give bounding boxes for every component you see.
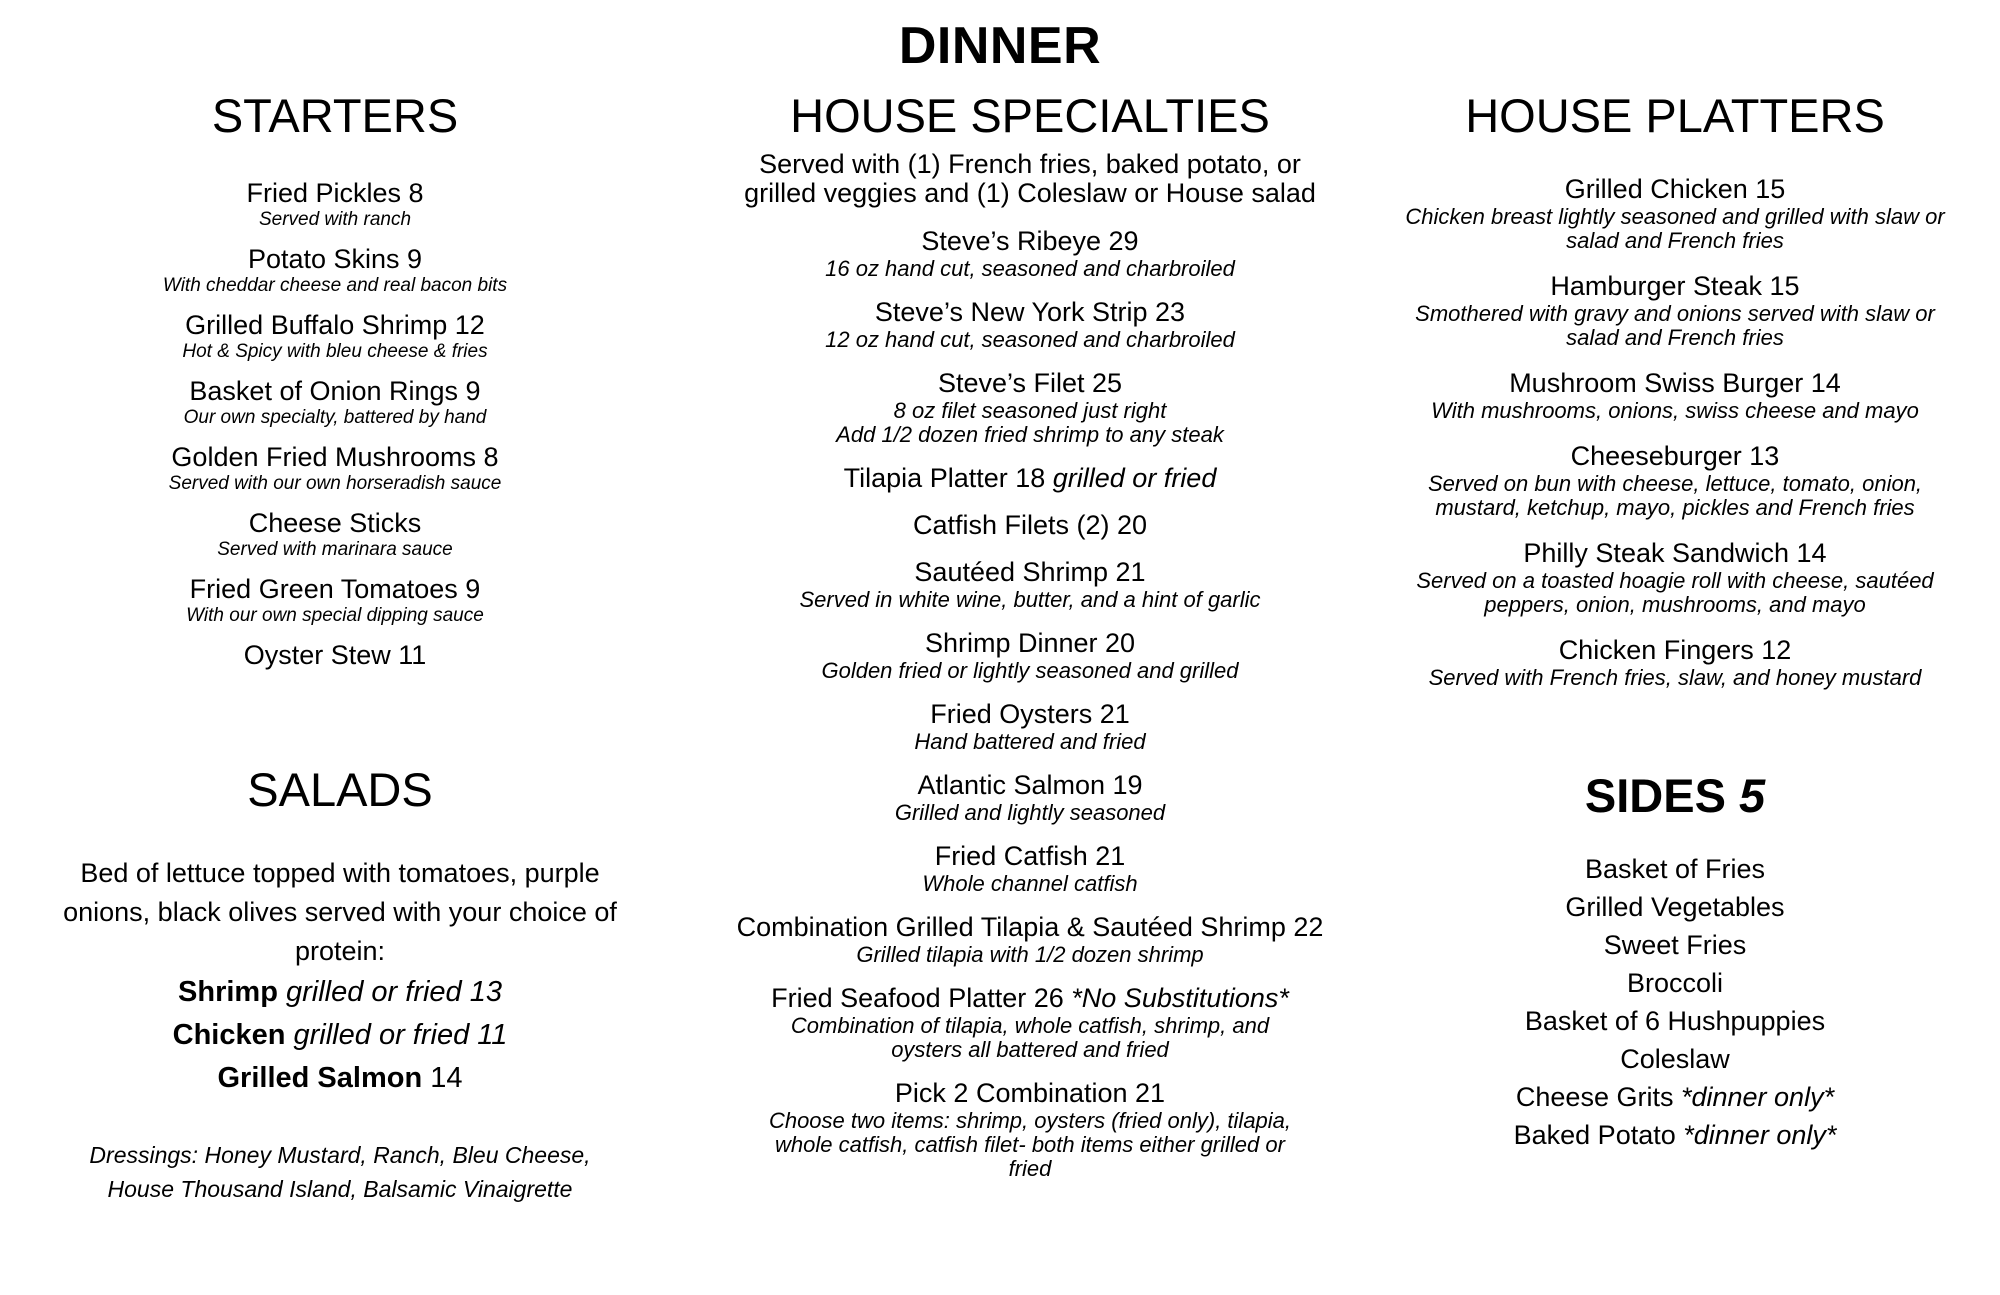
specialty-item (700, 912, 1360, 967)
platters-list (1350, 174, 2000, 690)
item-name (700, 983, 1360, 1014)
side-name: Baked Potato (1513, 1120, 1684, 1150)
item-name (700, 912, 1360, 943)
item-name-text: Shrimp Dinner 20 (924, 628, 1136, 658)
specialty-item (700, 297, 1360, 352)
item-desc: Add 1/2 dozen fried shrimp to any steak (836, 422, 1224, 447)
item-name-text: Fried Catfish 21 (934, 841, 1126, 871)
specialty-item (700, 557, 1360, 612)
salad-protein: Chicken (172, 1019, 286, 1051)
salad-protein: Shrimp (178, 976, 278, 1008)
specialty-item (700, 463, 1360, 494)
starters-section (40, 88, 630, 684)
item-name-note: grilled or fried (1052, 463, 1217, 493)
item-name (700, 841, 1360, 872)
platter-item (1350, 271, 2000, 350)
item-name-text: Steve’s Ribeye 29 (921, 226, 1139, 256)
item-name-text: Fried Seafood Platter 26 (771, 983, 1072, 1013)
side-item (1370, 1078, 1980, 1116)
item-name: Hamburger Steak 15 (1550, 271, 1800, 301)
item-desc: Served with our own horseradish sauce (168, 473, 502, 494)
item-desc: Hand battered and fried (914, 729, 1146, 754)
item-name (700, 226, 1360, 257)
platter-item (1350, 368, 2000, 423)
specialty-item (700, 226, 1360, 281)
item-desc: With cheddar cheese and real bacon bits (162, 275, 508, 296)
item-desc: mustard, ketchup, mayo, pickles and French fries (1435, 495, 1915, 520)
specialties-intro (700, 150, 1360, 208)
item-desc: Smothered with gravy and onions served with slaw or (1415, 301, 1935, 326)
salads-section (50, 762, 630, 1206)
item-desc: salad and French fries (1566, 228, 1784, 253)
item-desc: 8 oz filet seasoned just right (893, 398, 1167, 423)
salad-protein: Grilled Salmon (217, 1062, 423, 1094)
item-name (700, 699, 1360, 730)
item-name (700, 628, 1360, 659)
platter-item (1350, 441, 2000, 520)
item-desc: Served on a toasted hoagie roll with cheese, sautéed (1416, 568, 1934, 593)
starter-item (40, 640, 630, 671)
side-item (1370, 850, 1980, 888)
specialty-item (700, 983, 1360, 1062)
item-desc: Choose two items: shrimp, oysters (fried only), tilapia, (768, 1108, 1292, 1133)
side-item (1370, 964, 1980, 1002)
item-name (700, 1078, 1360, 1109)
item-name: Philly Steak Sandwich 14 (1523, 538, 1827, 568)
item-name (700, 368, 1360, 399)
platters-section (1350, 88, 2000, 708)
item-desc: Served in white wine, butter, and a hint of garlic (799, 587, 1261, 612)
dressings-note (50, 1138, 630, 1206)
specialty-item (700, 841, 1360, 896)
side-name: Grilled Vegetables (1565, 892, 1785, 922)
item-name: Oyster Stew 11 (243, 640, 427, 670)
sides-heading-label: SIDES (1584, 769, 1726, 822)
intro-line: Served with (1) French fries, baked potato, or (759, 149, 1301, 179)
item-desc: fried (1008, 1156, 1052, 1181)
specialties-list (700, 226, 1360, 1181)
starter-item (40, 244, 630, 297)
item-name (700, 463, 1360, 494)
starters-heading: STARTERS (211, 89, 459, 142)
item-desc: oysters all battered and fried (891, 1037, 1169, 1062)
item-desc: 12 oz hand cut, seasoned and charbroiled (825, 327, 1235, 352)
item-name (700, 770, 1360, 801)
specialty-item (700, 770, 1360, 825)
side-name: Broccoli (1626, 968, 1724, 998)
item-name (700, 297, 1360, 328)
sides-section (1370, 768, 1980, 1154)
side-note: *dinner only* (1683, 1120, 1837, 1150)
item-name-text: Steve’s Filet 25 (937, 368, 1123, 398)
item-name: Mushroom Swiss Burger 14 (1509, 368, 1841, 398)
item-desc: With mushrooms, onions, swiss cheese and mayo (1431, 398, 1919, 423)
platter-item (1350, 538, 2000, 617)
item-desc: Served with French fries, slaw, and honey mustard (1428, 665, 1922, 690)
specialties-heading: HOUSE SPECIALTIES (790, 89, 1270, 142)
item-desc: Chicken breast lightly seasoned and grilled with slaw or (1405, 204, 1945, 229)
side-item (1370, 926, 1980, 964)
salads-heading: SALADS (247, 763, 433, 816)
item-desc: Our own specialty, battered by hand (183, 407, 487, 428)
platters-heading: HOUSE PLATTERS (1465, 89, 1885, 142)
specialty-item (700, 510, 1360, 541)
salad-option-note: grilled or fried 13 (285, 976, 502, 1008)
menu-title: DINNER (898, 17, 1102, 75)
sides-price: 5 (1738, 769, 1766, 822)
specialty-item (700, 699, 1360, 754)
side-name: Basket of 6 Hushpuppies (1524, 1006, 1826, 1036)
item-name (700, 557, 1360, 588)
item-name: Golden Fried Mushrooms 8 (171, 442, 499, 472)
intro-line: grilled veggies and (1) Coleslaw or House salad (744, 178, 1316, 208)
item-name-text: Atlantic Salmon 19 (917, 770, 1143, 800)
side-item (1370, 888, 1980, 926)
item-desc: Golden fried or lightly seasoned and grilled (821, 658, 1239, 683)
item-name: Chicken Fingers 12 (1558, 635, 1792, 665)
sides-list (1370, 850, 1980, 1154)
item-name: Grilled Chicken 15 (1564, 174, 1786, 204)
item-name-text: Tilapia Platter 18 (843, 463, 1053, 493)
item-name: Fried Green Tomatoes 9 (189, 574, 481, 604)
item-desc: Served on bun with cheese, lettuce, tomato, onion, (1427, 471, 1923, 496)
starter-item (40, 310, 630, 363)
item-desc: salad and French fries (1566, 325, 1784, 350)
dressings-line: Dressings: Honey Mustard, Ranch, Bleu Cheese, (89, 1142, 591, 1168)
item-desc: 16 oz hand cut, seasoned and charbroiled (825, 256, 1235, 281)
item-desc: Served with marinara sauce (217, 539, 453, 560)
salad-option (50, 971, 630, 1014)
specialty-item (700, 628, 1360, 683)
item-desc: Hot & Spicy with bleu cheese & fries (182, 341, 488, 362)
salad-option (50, 1057, 630, 1100)
item-name-text: Pick 2 Combination 21 (894, 1078, 1166, 1108)
item-desc: Combination of tilapia, whole catfish, shrimp, and (790, 1013, 1270, 1038)
item-desc: Grilled and lightly seasoned (894, 800, 1166, 825)
item-name: Cheeseburger 13 (1570, 441, 1780, 471)
salad-option (50, 1014, 630, 1057)
item-name-note: *No Substitutions* (1071, 983, 1289, 1013)
side-name: Basket of Fries (1584, 854, 1766, 884)
starters-list (40, 178, 630, 671)
salad-option-price: 14 (430, 1062, 463, 1094)
item-name: Potato Skins 9 (247, 244, 423, 274)
item-desc: peppers, onion, mushrooms, and mayo (1484, 592, 1866, 617)
item-name: Grilled Buffalo Shrimp 12 (185, 310, 485, 340)
specialty-item (700, 1078, 1360, 1181)
specialties-section (700, 88, 1360, 1197)
item-name: Basket of Onion Rings 9 (189, 376, 481, 406)
platter-item (1350, 174, 2000, 253)
specialty-item (700, 368, 1360, 447)
item-name-text: Combination Grilled Tilapia & Sautéed Shrimp 22 (736, 912, 1324, 942)
dressings-line: House Thousand Island, Balsamic Vinaigrette (107, 1176, 573, 1202)
starter-item (40, 442, 630, 495)
item-name-text: Catfish Filets (2) 20 (912, 510, 1148, 540)
salads-intro: Bed of lettuce topped with tomatoes, purple onions, black olives served with your choice of protein: (63, 858, 617, 966)
item-name (700, 510, 1360, 541)
item-name: Fried Pickles 8 (246, 178, 424, 208)
item-desc: With our own special dipping sauce (186, 605, 484, 626)
side-item (1370, 1002, 1980, 1040)
starter-item (40, 574, 630, 627)
starter-item (40, 508, 630, 561)
side-name: Cheese Grits (1515, 1082, 1681, 1112)
sides-heading (1370, 768, 1980, 824)
salad-option-note: grilled or fried 11 (293, 1019, 508, 1051)
item-name-text: Steve’s New York Strip 23 (874, 297, 1186, 327)
item-desc: whole catfish, catfish filet- both items either grilled or (775, 1132, 1285, 1157)
side-name: Sweet Fries (1603, 930, 1747, 960)
starter-item (40, 178, 630, 231)
side-item (1370, 1040, 1980, 1078)
item-desc: Grilled tilapia with 1/2 dozen shrimp (856, 942, 1204, 967)
item-name: Cheese Sticks (248, 508, 422, 538)
item-name-text: Fried Oysters 21 (930, 699, 1130, 729)
platter-item (1350, 635, 2000, 690)
starter-item (40, 376, 630, 429)
item-desc: Whole channel catfish (922, 871, 1138, 896)
side-note: *dinner only* (1680, 1082, 1835, 1112)
side-item (1370, 1116, 1980, 1154)
item-desc: Served with ranch (258, 209, 412, 230)
side-name: Coleslaw (1620, 1044, 1730, 1074)
item-name-text: Sautéed Shrimp 21 (914, 557, 1146, 587)
